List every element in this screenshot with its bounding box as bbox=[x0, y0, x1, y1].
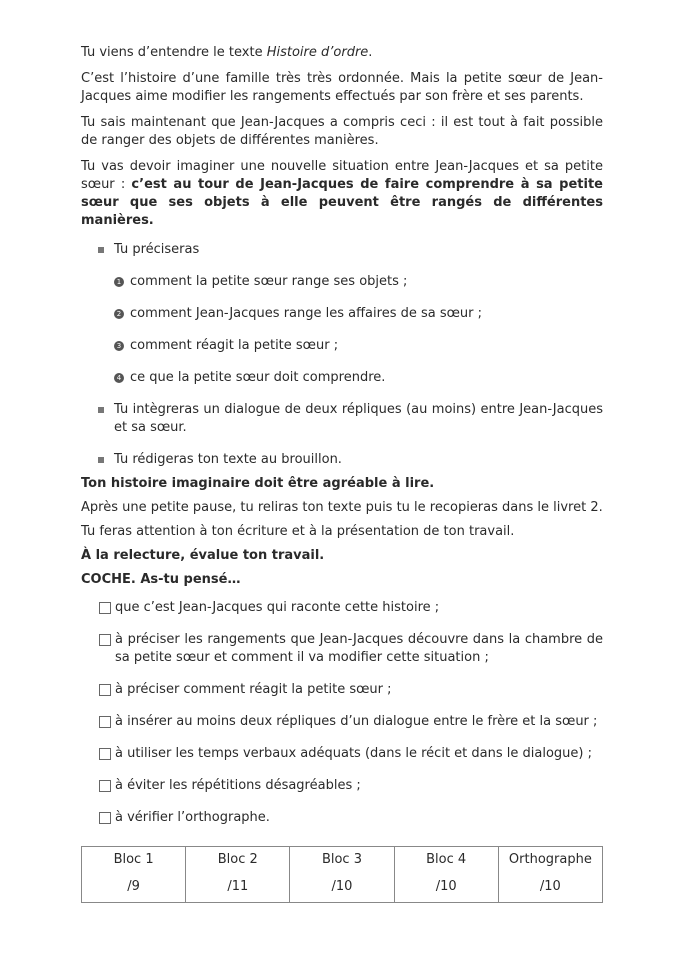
score-label: Bloc 1 bbox=[113, 852, 154, 867]
number-badge-icon: 1 bbox=[114, 277, 124, 287]
square-bullet-icon bbox=[98, 247, 104, 253]
bullet-item bbox=[98, 241, 603, 259]
task-statement: c’est au tour de Jean-Jacques de faire comprendre à sa petite sœur que ses objets à elle peuvent être rangés de différentes manières. bbox=[81, 177, 603, 228]
checkbox-icon[interactable] bbox=[99, 684, 111, 696]
check-item-text: à éviter les répétitions désagréables ; bbox=[115, 778, 361, 793]
checkbox-icon[interactable] bbox=[99, 634, 111, 646]
numbered-item bbox=[98, 369, 603, 387]
checkbox-icon[interactable] bbox=[99, 602, 111, 614]
task-paragraph bbox=[81, 158, 603, 230]
bullet-item bbox=[98, 401, 603, 437]
score-value: /10 bbox=[331, 879, 353, 894]
numbered-text: comment la petite sœur range ses objets ; bbox=[130, 274, 408, 289]
check-item[interactable] bbox=[99, 745, 603, 763]
number-badge-icon: 4 bbox=[114, 373, 124, 383]
bullet-text: Tu intègreras un dialogue de deux répliques (au moins) entre Jean-Jacques et sa sœur. bbox=[114, 402, 603, 435]
score-cell-bloc-4 bbox=[394, 847, 498, 903]
score-value: /10 bbox=[539, 879, 561, 894]
bullet-text: Tu rédigeras ton texte au brouillon. bbox=[114, 452, 342, 467]
evaluation-heading: À la relecture, évalue ton travail. bbox=[81, 548, 325, 563]
check-item-text: à utiliser les temps verbaux adéquats (dans le récit et dans le dialogue) ; bbox=[115, 746, 592, 761]
check-item-text: à préciser les rangements que Jean-Jacques découvre dans la chambre de sa petite sœur et comment il va modifier cette situation ; bbox=[115, 632, 603, 665]
score-cell-bloc-3 bbox=[290, 847, 394, 903]
instruction-list bbox=[81, 241, 603, 469]
pause-note: Après une petite pause, tu reliras ton texte puis tu le recopieras dans le livret 2. bbox=[81, 500, 603, 515]
numbered-item bbox=[98, 305, 603, 323]
document-body bbox=[81, 44, 603, 841]
intro-period: . bbox=[368, 45, 373, 60]
check-item[interactable] bbox=[99, 599, 603, 617]
check-item-text: que c’est Jean-Jacques qui raconte cette histoire ; bbox=[115, 600, 440, 615]
checkbox-icon[interactable] bbox=[99, 716, 111, 728]
number-badge-icon: 2 bbox=[114, 309, 124, 319]
self-check-list bbox=[81, 599, 603, 827]
presentation-note: Tu feras attention à ton écriture et à la présentation de ton travail. bbox=[81, 524, 515, 539]
score-value: /11 bbox=[227, 879, 249, 894]
square-bullet-icon bbox=[98, 407, 104, 413]
numbered-text: comment Jean-Jacques range les affaires de sa sœur ; bbox=[130, 306, 483, 321]
checklist-heading: COCHE. As-tu pensé… bbox=[81, 572, 241, 587]
score-cell-bloc-1 bbox=[82, 847, 186, 903]
score-table bbox=[81, 846, 603, 903]
check-item[interactable] bbox=[99, 809, 603, 827]
score-label: Orthographe bbox=[508, 852, 592, 867]
intro-text: Tu viens d’entendre le texte bbox=[81, 45, 267, 60]
numbered-text: ce que la petite sœur doit comprendre. bbox=[130, 370, 386, 385]
numbered-item bbox=[98, 273, 603, 291]
quality-note: Ton histoire imaginaire doit être agréable à lire. bbox=[81, 476, 435, 491]
story-title: Histoire d’ordre bbox=[266, 45, 369, 60]
score-value: /9 bbox=[127, 879, 140, 894]
lesson-paragraph: Tu sais maintenant que Jean-Jacques a compris ceci : il est tout à fait possible de ranger des objets de différentes manières. bbox=[81, 115, 603, 148]
checkbox-icon[interactable] bbox=[99, 812, 111, 824]
check-item[interactable] bbox=[99, 681, 603, 699]
check-item[interactable] bbox=[99, 777, 603, 795]
checkbox-icon[interactable] bbox=[99, 780, 111, 792]
bullet-item bbox=[98, 451, 603, 469]
score-label: Bloc 4 bbox=[426, 852, 467, 867]
check-item[interactable] bbox=[99, 631, 603, 667]
intro-line bbox=[81, 44, 603, 62]
task-intro: Tu vas devoir imaginer une nouvelle situation entre Jean-Jacques et sa petite sœur : bbox=[81, 159, 603, 192]
story-summary: C’est l’histoire d’une famille très très ordonnée. Mais la petite sœur de Jean-Jacques aime modifier les rangements effectués par son frère et ses parents. bbox=[81, 71, 603, 104]
score-cell-orthographe bbox=[498, 847, 602, 903]
score-row bbox=[82, 847, 603, 903]
score-label: Bloc 3 bbox=[321, 852, 362, 867]
check-item-text: à insérer au moins deux répliques d’un dialogue entre le frère et la sœur ; bbox=[115, 714, 598, 729]
check-item-text: à préciser comment réagit la petite sœur ; bbox=[115, 682, 392, 697]
numbered-item bbox=[98, 337, 603, 355]
check-item-text: à vérifier l’orthographe. bbox=[115, 810, 270, 825]
checkbox-icon[interactable] bbox=[99, 748, 111, 760]
score-label: Bloc 2 bbox=[217, 852, 258, 867]
square-bullet-icon bbox=[98, 457, 104, 463]
bullet-text: Tu préciseras bbox=[114, 242, 200, 257]
score-cell-bloc-2 bbox=[186, 847, 290, 903]
check-item[interactable] bbox=[99, 713, 603, 731]
score-value: /10 bbox=[435, 879, 457, 894]
numbered-text: comment réagit la petite sœur ; bbox=[130, 338, 339, 353]
number-badge-icon: 3 bbox=[114, 341, 124, 351]
